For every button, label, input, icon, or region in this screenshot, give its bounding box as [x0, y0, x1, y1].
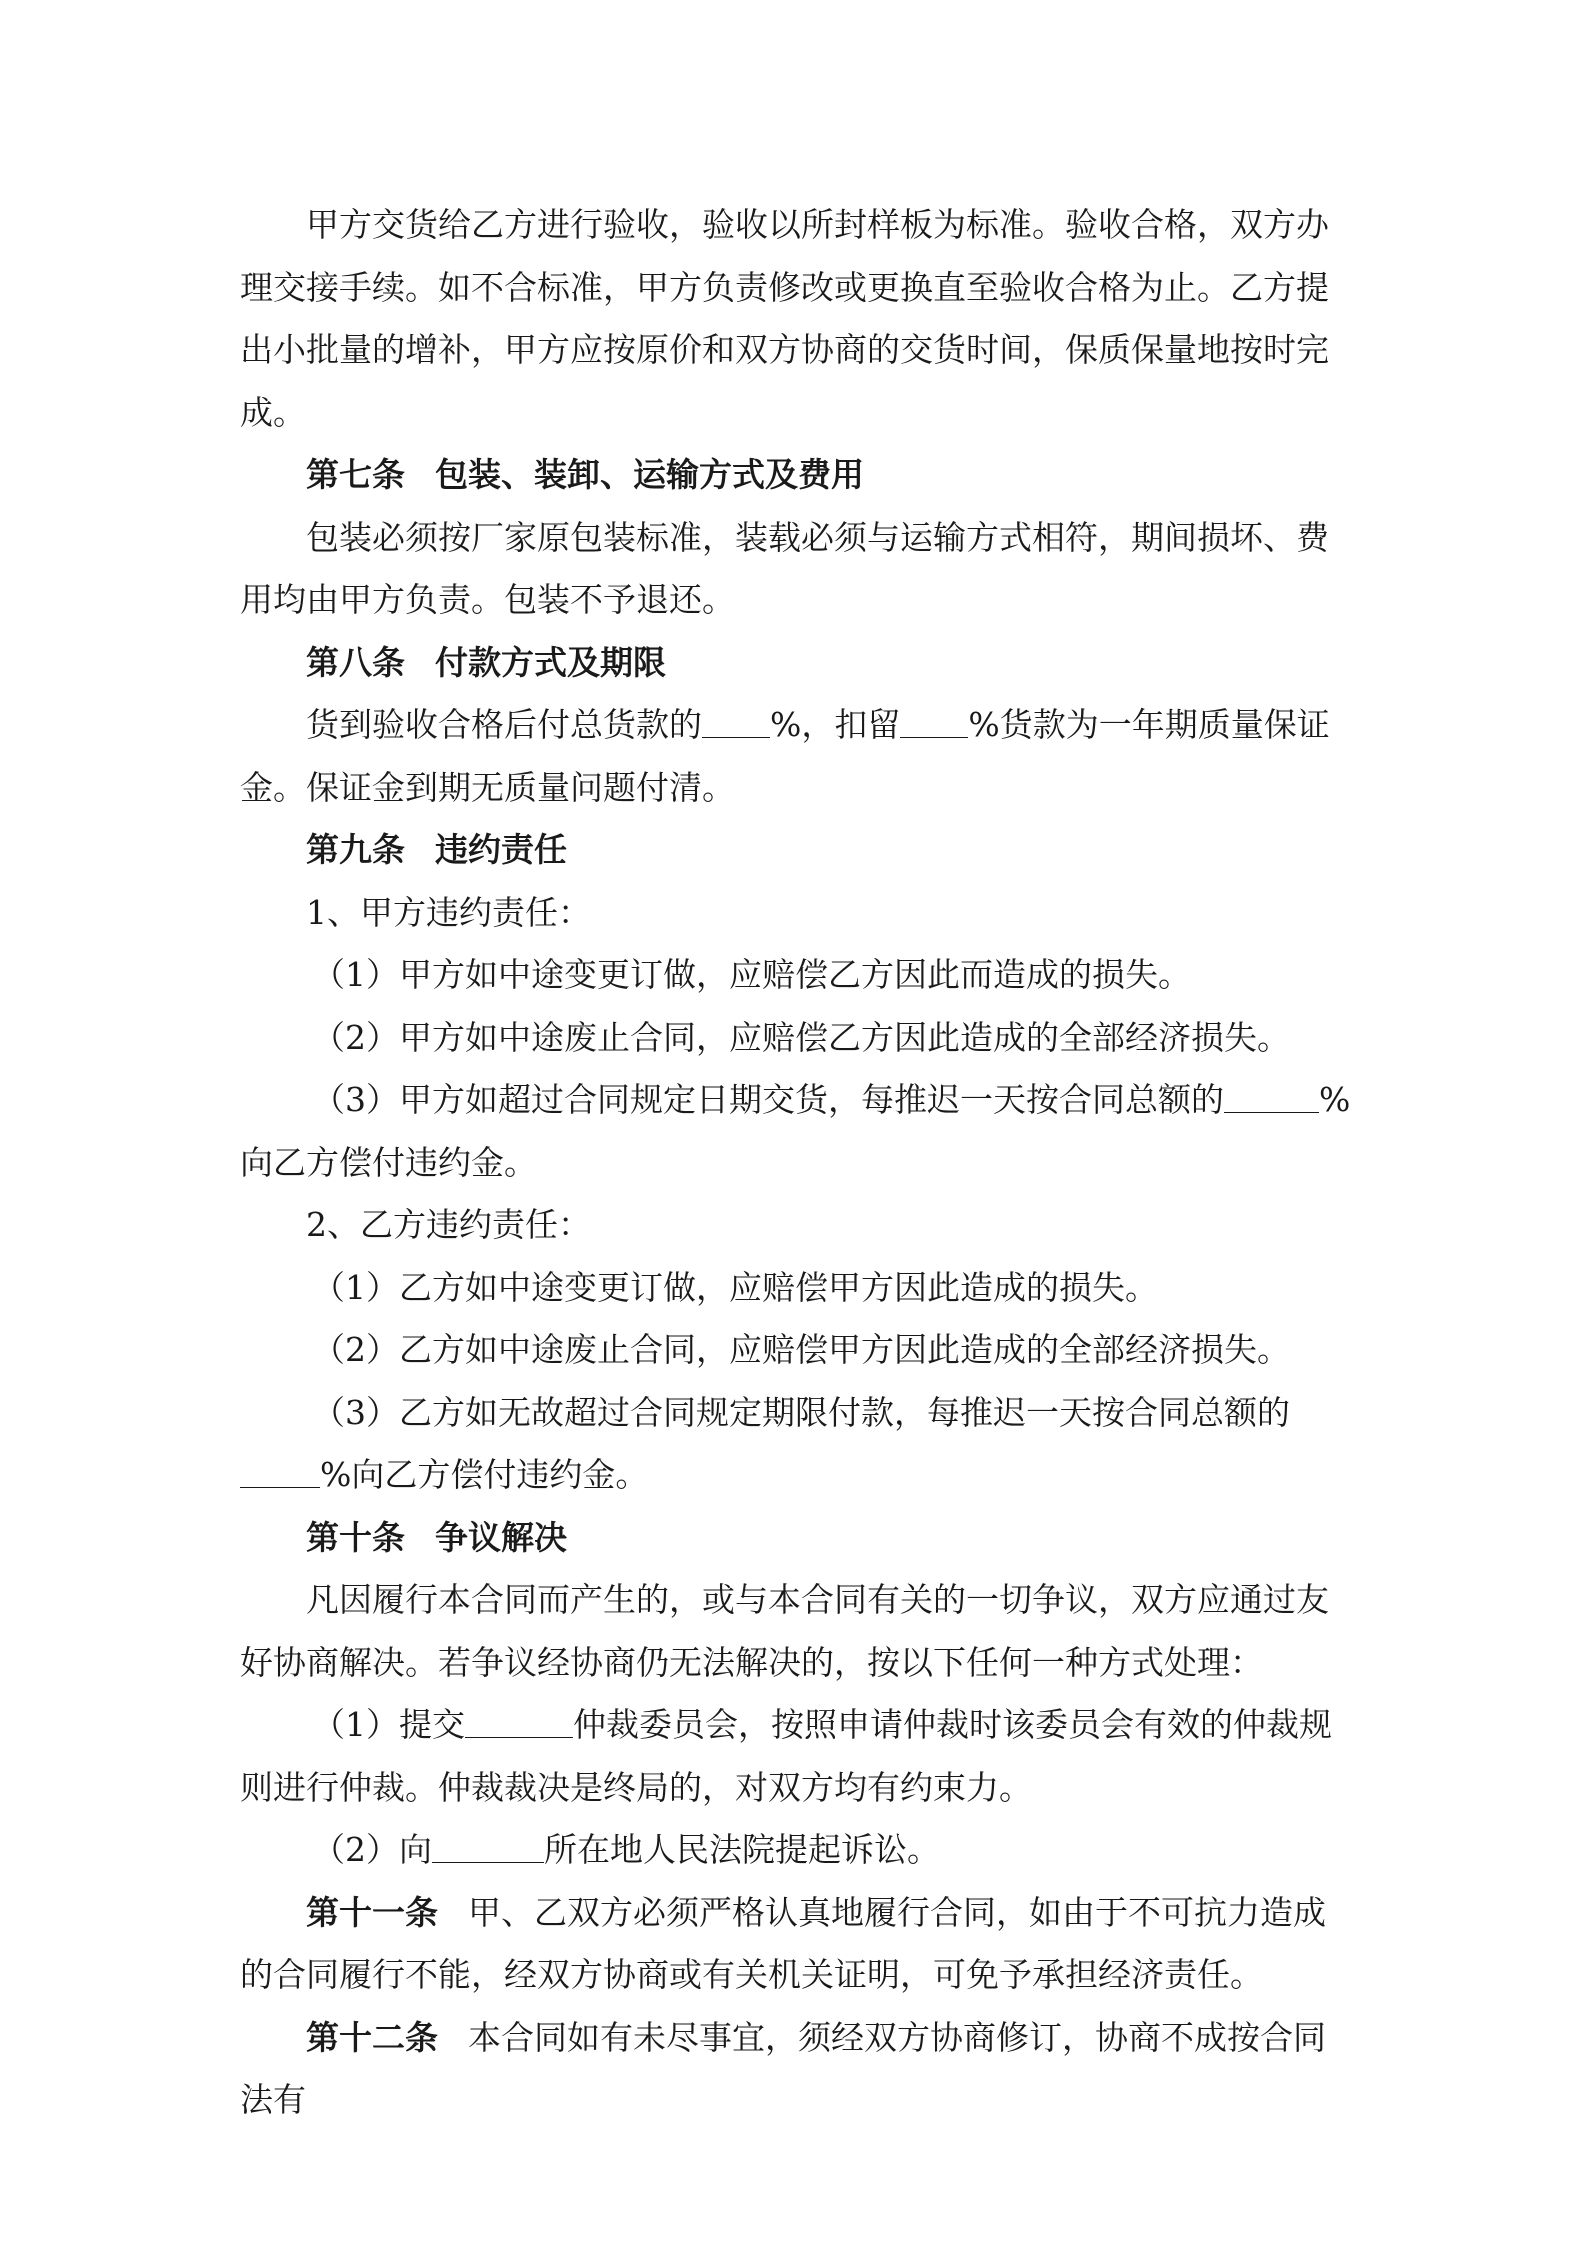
text-segment: 货到验收合格后付总货款的	[306, 705, 702, 744]
party-b-item-1: （1）乙方如中途变更订做，应赔偿甲方因此造成的损失。	[312, 1267, 1158, 1307]
text-segment: （3）甲方如超过合同规定日期交货，每推迟一天按合同总额的	[312, 1080, 1224, 1119]
article-number: 第九条	[306, 830, 405, 869]
text-segment: 仲裁委员会，按照申请仲裁时该委员会有效的仲裁规则进行仲裁。仲裁裁决是终局的，对双方均有约束力。	[240, 1705, 1332, 1807]
article-title: 违约责任	[435, 830, 567, 869]
article-number: 第八条	[306, 642, 405, 682]
article-7-heading	[240, 444, 1355, 507]
article-number: 第十一条	[306, 1892, 438, 1932]
text-segment: （2）向	[312, 1830, 432, 1869]
article-10-heading	[240, 1507, 1355, 1570]
blank-field[interactable]	[900, 707, 968, 738]
party-a-item-3	[240, 1069, 1355, 1194]
blank-field[interactable]	[702, 707, 770, 738]
article-number: 第七条	[306, 455, 405, 494]
text-segment: %货款为一年期质量保证金。保证金到期无质量问题付清。	[240, 705, 1330, 807]
text-segment: （1）提交	[312, 1705, 465, 1744]
text-segment: %向乙方偿付违约金。	[240, 1080, 1351, 1182]
blank-field[interactable]	[240, 1457, 320, 1488]
article-11-paragraph	[240, 1882, 1355, 2007]
blank-field[interactable]	[432, 1832, 544, 1863]
article-9-heading	[240, 819, 1355, 882]
paragraph-dispute: 凡因履行本合同而产生的，或与本合同有关的一切争议，双方应通过友好协商解决。若争议经协商仍无法解决的，按以下任何一种方式处理：	[240, 1580, 1329, 1682]
article-title: 包装、装卸、运输方式及费用	[435, 455, 864, 494]
dispute-option-1	[240, 1694, 1355, 1819]
article-number: 第十二条	[306, 2017, 438, 2057]
party-b-item-2: （2）乙方如中途废止合同，应赔偿甲方因此造成的全部经济损失。	[312, 1330, 1290, 1369]
text-segment: %向乙方偿付违约金。	[320, 1455, 649, 1494]
dispute-option-2	[240, 1819, 1355, 1882]
text-segment: （3）乙方如无故超过合同规定期限付款，每推迟一天按合同总额的	[312, 1392, 1290, 1432]
article-8-heading	[240, 632, 1355, 695]
contract-body	[240, 194, 1355, 2132]
party-a-item-1: （1）甲方如中途变更订做，应赔偿乙方因此而造成的损失。	[312, 955, 1191, 994]
party-b-item-3	[240, 1382, 1355, 1507]
article-title: 付款方式及期限	[435, 642, 666, 682]
text-segment: 所在地人民法院提起诉讼。	[544, 1830, 940, 1869]
text-segment: %，扣留	[770, 705, 901, 744]
party-b-liability-heading: 2、乙方违约责任：	[306, 1205, 591, 1244]
article-number: 第十条	[306, 1517, 405, 1557]
text-segment: 甲、乙双方必须严格认真地履行合同，如由于不可抗力造成的合同履行不能，经双方协商或有关机关证明，可免予承担经济责任。	[240, 1892, 1326, 1994]
party-a-item-2: （2）甲方如中途废止合同，应赔偿乙方因此造成的全部经济损失。	[312, 1017, 1290, 1057]
article-12-paragraph	[240, 2007, 1355, 2132]
text-segment: 本合同如有未尽事宜，须经双方协商修订，协商不成按合同法有	[240, 2017, 1326, 2119]
paragraph-payment	[240, 694, 1355, 819]
paragraph-acceptance: 甲方交货给乙方进行验收，验收以所封样板为标准。验收合格，双方办理交接手续。如不合标准，甲方负责修改或更换直至验收合格为止。乙方提出小批量的增补，甲方应按原价和双方协商的交货时间，保质保量地按时完成。	[240, 205, 1329, 432]
blank-field[interactable]	[1224, 1082, 1319, 1113]
paragraph-packaging: 包装必须按厂家原包装标准，装载必须与运输方式相符，期间损坏、费用均由甲方负责。包装不予退还。	[240, 517, 1329, 619]
party-a-liability-heading: 1、甲方违约责任：	[306, 892, 591, 932]
article-title: 争议解决	[435, 1517, 567, 1557]
blank-field[interactable]	[465, 1707, 573, 1738]
